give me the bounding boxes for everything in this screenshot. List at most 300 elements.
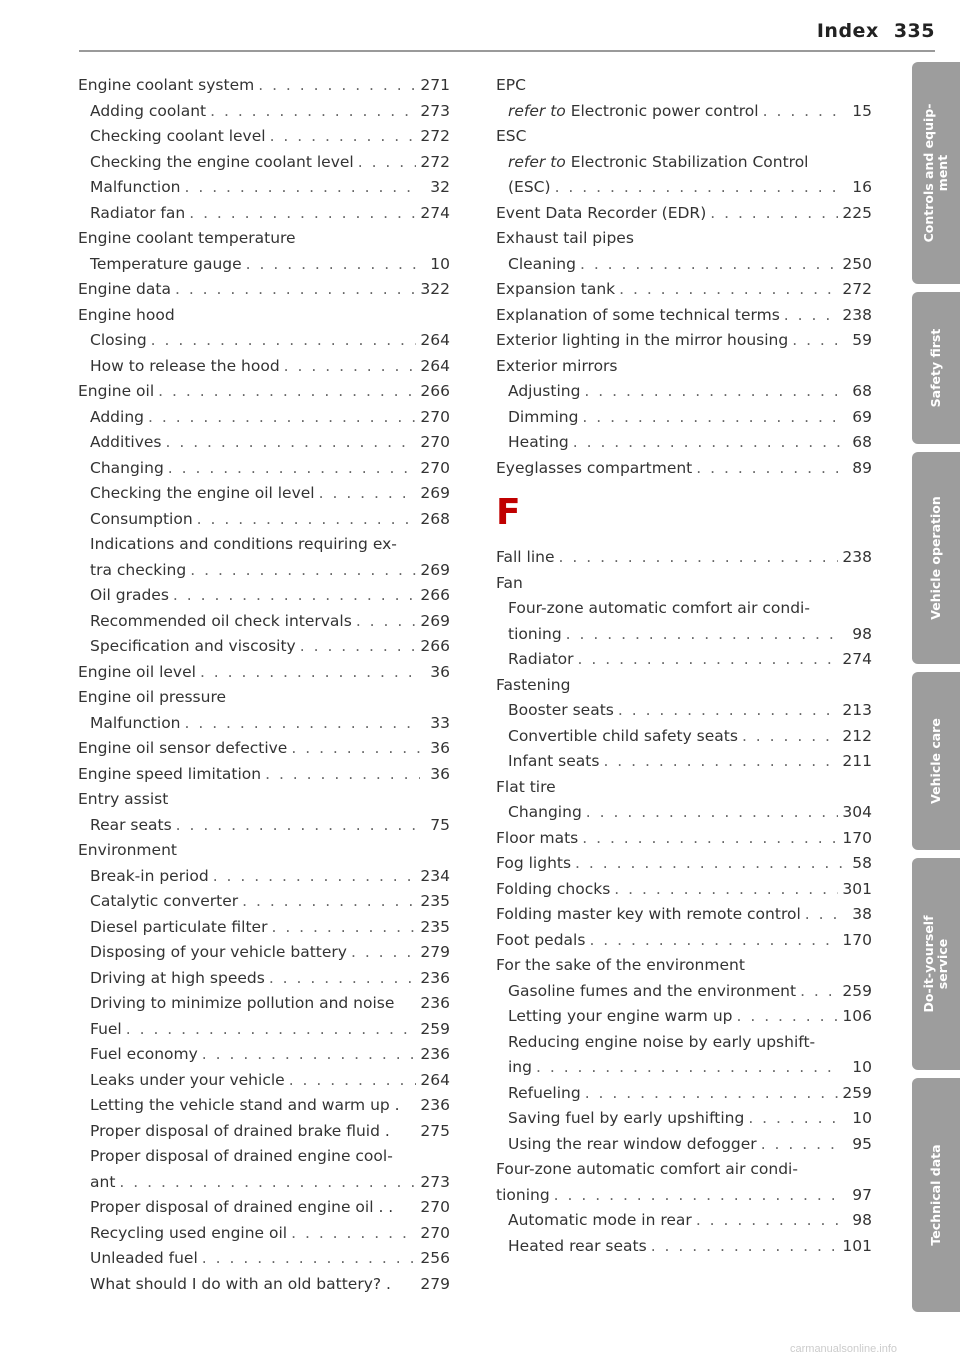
dot-leader [603, 749, 838, 775]
index-entry-text: Dimming [508, 407, 579, 426]
page-reference[interactable]: 59 [852, 331, 872, 349]
index-entry-text: Exterior lighting in the mirror housing [496, 331, 789, 349]
dot-leader [573, 430, 842, 456]
index-entry [78, 1119, 450, 1145]
page-reference[interactable]: 266 [420, 637, 450, 655]
index-entry [78, 1068, 450, 1094]
dot-leader [319, 481, 417, 507]
index-entry [78, 991, 450, 1017]
index-entry [78, 456, 450, 482]
page-reference[interactable]: 68 [852, 433, 872, 451]
index-entry [496, 596, 872, 622]
chapter-tab-label: Vehicle operation [928, 496, 943, 620]
page-reference[interactable]: 10 [852, 1109, 872, 1127]
index-entry-text: ESC [496, 127, 527, 145]
index-entry [496, 1055, 872, 1081]
index-entry-text: How to release the hood [90, 356, 280, 375]
index-entry-text: Changing [90, 458, 164, 477]
page-reference[interactable]: 274 [420, 203, 450, 222]
dot-leader [126, 1017, 417, 1043]
index-entry [496, 175, 872, 201]
page-reference[interactable]: 95 [852, 1134, 872, 1153]
index-entry [78, 864, 450, 890]
chapter-tab[interactable] [912, 292, 960, 444]
index-entry-text: Disposing of your vehicle battery [90, 943, 347, 961]
page-reference[interactable]: 279 [420, 1274, 450, 1293]
page-reference[interactable]: 68 [852, 382, 872, 400]
index-entry-text: Consumption [90, 509, 193, 528]
page-reference[interactable]: 266 [420, 382, 450, 400]
index-entry [78, 277, 450, 303]
index-entry-text: Fuel economy [90, 1045, 198, 1063]
dot-leader [271, 915, 416, 941]
index-entry-text: Foot pedals [496, 930, 586, 949]
page-reference[interactable]: 75 [430, 815, 450, 834]
dot-leader [175, 277, 416, 303]
page-reference[interactable]: 36 [430, 764, 450, 783]
page-reference[interactable]: 273 [420, 1172, 450, 1191]
index-entry [78, 73, 450, 99]
index-entry-text: Fog lights [496, 854, 572, 872]
index-entry-text: Specification and viscosity [90, 637, 296, 655]
index-entry-text: ant [90, 1172, 116, 1191]
dot-leader [210, 99, 416, 125]
index-entry [78, 940, 450, 966]
index-entry [78, 354, 450, 380]
index-entry-text: For the sake of the environment [496, 956, 745, 974]
index-entry [496, 252, 872, 278]
index-entry-text: Malfunction [90, 178, 181, 196]
index-entry-text: Oil grades [90, 586, 169, 604]
section-title: Index [816, 20, 879, 42]
index-entry-text: Catalytic converter [90, 892, 239, 910]
page-reference[interactable]: 10 [852, 1058, 872, 1076]
dot-leader [555, 175, 842, 201]
page-reference[interactable]: 97 [852, 1185, 872, 1204]
index-entry [496, 430, 872, 456]
index-entry [78, 481, 450, 507]
page-reference[interactable]: 279 [420, 943, 450, 961]
index-entry-text: Four-zone automatic comfort air condi- [496, 1160, 798, 1178]
index-entry-text: Rear seats [90, 815, 172, 834]
index-entry-text: (ESC) [508, 178, 551, 196]
dot-leader [168, 456, 417, 482]
page-reference[interactable]: 89 [852, 458, 872, 477]
index-entry-text: Engine coolant system [78, 76, 255, 94]
index-entry-text: Environment [78, 841, 177, 859]
page-reference[interactable]: 58 [852, 854, 872, 872]
chapter-tab[interactable] [912, 62, 960, 284]
index-entry [78, 379, 450, 405]
index-entry [78, 1170, 450, 1196]
page-reference[interactable]: 250 [842, 254, 872, 273]
page-reference[interactable]: 269 [420, 611, 450, 630]
index-entry [78, 915, 450, 941]
page-reference[interactable]: 238 [842, 305, 872, 324]
index-entry [496, 647, 872, 673]
page-reference[interactable]: 236 [420, 968, 450, 987]
page-reference[interactable]: 234 [420, 866, 450, 885]
chapter-tab[interactable] [912, 858, 960, 1070]
chapter-tab[interactable] [912, 1078, 960, 1312]
page-reference[interactable]: 259 [842, 981, 872, 1000]
page-reference[interactable]: 236 [420, 1096, 450, 1114]
index-column-left [78, 73, 450, 1297]
index-entry-text: Exterior mirrors [496, 356, 618, 375]
index-entry-text: Driving to minimize pollution and noise [90, 994, 395, 1012]
index-entry [496, 851, 872, 877]
dot-leader [269, 966, 417, 992]
page-reference[interactable]: 236 [420, 1045, 450, 1063]
page-reference[interactable]: 225 [842, 203, 872, 222]
index-entry [496, 1004, 872, 1030]
index-entry [78, 609, 450, 635]
dot-leader [173, 583, 417, 609]
index-entry-text: Eyeglasses compartment [496, 458, 693, 477]
index-entry [496, 1132, 872, 1158]
chapter-tab-label: Safety first [928, 328, 943, 408]
cross-reference-label: refer to [508, 101, 566, 120]
dot-leader [559, 545, 839, 571]
page-reference[interactable]: 36 [430, 662, 450, 681]
index-entry [78, 201, 450, 227]
page-reference[interactable]: 106 [842, 1007, 872, 1025]
index-entry [78, 150, 450, 176]
page-reference[interactable]: 266 [420, 586, 450, 604]
index-entry [496, 201, 872, 227]
page-reference[interactable]: 36 [430, 739, 450, 757]
index-entry [78, 226, 450, 252]
page-reference[interactable]: 98 [852, 1211, 872, 1229]
page-reference[interactable]: 264 [420, 356, 450, 375]
dot-leader [582, 405, 842, 431]
index-entry [496, 775, 872, 801]
index-entry [78, 99, 450, 125]
index-entry-text: Explanation of some technical terms [496, 305, 780, 324]
page-reference[interactable]: 322 [420, 280, 450, 298]
chapter-tab[interactable] [912, 672, 960, 850]
index-entry-text: Checking the engine oil level [90, 484, 315, 502]
page-reference[interactable]: 272 [842, 280, 872, 298]
index-entry-text: Heating [508, 433, 569, 451]
dot-leader [584, 379, 842, 405]
index-entry [496, 902, 872, 928]
index-entry [496, 1030, 872, 1056]
dot-leader [202, 1042, 417, 1068]
index-group-f [496, 545, 872, 1259]
dot-leader [614, 877, 838, 903]
index-entry [78, 634, 450, 660]
index-entry-text: Proper disposal of drained brake fluid . [90, 1121, 390, 1140]
index-entry [496, 1208, 872, 1234]
index-entry [496, 277, 872, 303]
dot-leader [189, 201, 416, 227]
chapter-tab[interactable] [912, 452, 960, 664]
index-entry [78, 1042, 450, 1068]
index-entry-text: Adding coolant [90, 101, 207, 120]
index-entry-text: Proper disposal of drained engine cool- [90, 1147, 393, 1165]
index-entry-text: Fan [496, 573, 523, 592]
page-reference[interactable]: 270 [420, 407, 450, 426]
index-entry [496, 1234, 872, 1260]
index-entry-text: Malfunction [90, 713, 181, 732]
page-reference[interactable]: 170 [842, 828, 872, 847]
page-reference[interactable]: 272 [420, 127, 450, 145]
index-entry-text: Engine data [78, 280, 171, 298]
dot-leader [805, 902, 842, 928]
page-reference[interactable]: 238 [842, 548, 872, 566]
page-reference[interactable]: 236 [420, 994, 450, 1012]
index-entry [78, 966, 450, 992]
page-reference[interactable]: 275 [420, 1121, 450, 1140]
index-entry-text: Engine oil pressure [78, 688, 227, 706]
index-entry-text: tioning [496, 1185, 550, 1204]
index-entry [78, 430, 450, 456]
index-entry [78, 124, 450, 150]
index-entry-text: Exhaust tail pipes [496, 229, 634, 247]
index-entry-text: Changing [508, 803, 582, 821]
dot-leader [246, 252, 420, 278]
index-entry [496, 571, 872, 597]
index-entry-text: Adding [90, 407, 144, 426]
chapter-tab-label: Controls and equip- ment [921, 103, 950, 243]
dot-leader [582, 826, 838, 852]
dot-leader [710, 201, 838, 227]
index-entry [78, 1017, 450, 1043]
index-entry-text: Engine oil sensor defective [78, 739, 288, 757]
index-entry-text: Engine hood [78, 305, 175, 324]
dot-leader [566, 622, 842, 648]
index-entry-text: Recommended oil check intervals [90, 611, 352, 630]
page-reference[interactable]: 101 [842, 1236, 872, 1255]
header-rule [79, 50, 935, 52]
cross-reference-label: refer to [508, 152, 566, 171]
index-entry-text: tra checking [90, 560, 187, 579]
dot-leader [258, 73, 416, 99]
page-reference[interactable]: 32 [430, 178, 450, 196]
index-entry-text [508, 99, 759, 125]
index-entry [78, 762, 450, 788]
index-entry-text: Checking the engine coolant level [90, 152, 354, 171]
page-reference[interactable]: 301 [842, 879, 872, 898]
index-entry [496, 800, 872, 826]
dot-leader [148, 405, 416, 431]
dot-leader [618, 698, 839, 724]
page-reference[interactable]: 10 [430, 254, 450, 273]
dot-leader [589, 928, 838, 954]
page-reference[interactable]: 270 [420, 1223, 450, 1242]
index-entry-text: Entry assist [78, 790, 169, 808]
page-reference[interactable]: 259 [842, 1083, 872, 1102]
index-entry-text: Convertible child safety seats [508, 726, 738, 745]
index-entry [78, 813, 450, 839]
page-reference[interactable]: 304 [842, 803, 872, 821]
index-entry [496, 1183, 872, 1209]
watermark: carmanualsonline.info [790, 1343, 898, 1355]
page-reference[interactable]: 170 [842, 930, 872, 949]
index-entry-text: Closing [90, 331, 147, 349]
page-reference[interactable]: 235 [420, 917, 450, 936]
dot-leader [585, 1081, 839, 1107]
dot-leader [800, 979, 838, 1005]
page-reference[interactable]: 259 [420, 1019, 450, 1038]
page-reference[interactable]: 270 [420, 458, 450, 477]
index-entry [78, 1195, 450, 1221]
chapter-tab-label: Vehicle care [928, 718, 943, 804]
dot-leader [185, 711, 421, 737]
dot-leader [586, 800, 839, 826]
dot-leader [696, 1208, 842, 1234]
index-entry-text: EPC [496, 76, 526, 94]
index-entry [496, 456, 872, 482]
index-entry [78, 736, 450, 762]
page-reference[interactable]: 213 [842, 701, 872, 719]
index-entry-text: Adjusting [508, 382, 581, 400]
index-entry [78, 1144, 450, 1170]
index-entry [78, 711, 450, 737]
index-entry-text: Checking coolant level [90, 127, 266, 145]
index-entry-text: Unleaded fuel [90, 1249, 198, 1267]
dot-leader [575, 851, 842, 877]
index-entry [78, 252, 450, 278]
index-entry-text: Break-in period [90, 866, 209, 885]
index-entry-text: Saving fuel by early upshifting [508, 1109, 745, 1127]
page-reference[interactable]: 269 [420, 560, 450, 579]
page-reference[interactable]: 16 [852, 178, 872, 196]
dot-leader [651, 1234, 839, 1260]
dot-leader [202, 1246, 417, 1272]
index-entry [496, 150, 872, 176]
page-reference[interactable]: 69 [852, 407, 872, 426]
index-entry [496, 1106, 872, 1132]
page-reference[interactable]: 212 [842, 726, 872, 745]
dot-leader [358, 150, 417, 176]
index-entry-text: Engine speed limitation [78, 764, 262, 783]
index-entry-text: Cleaning [508, 254, 576, 273]
page-reference[interactable]: 272 [420, 152, 450, 171]
index-entry [496, 99, 872, 125]
index-entry-text: Using the rear window defogger [508, 1134, 757, 1153]
index-entry-text: Event Data Recorder (EDR) [496, 203, 707, 222]
index-entry [496, 698, 872, 724]
page-reference[interactable]: 211 [842, 752, 872, 770]
dot-leader [289, 1068, 417, 1094]
index-group-e [496, 73, 872, 481]
index-entry-text: Radiator [508, 650, 574, 668]
index-entry-text: Indications and conditions requiring ex- [90, 535, 397, 553]
index-entry [78, 405, 450, 431]
dot-leader [763, 99, 842, 125]
page-reference[interactable]: 264 [420, 1070, 450, 1089]
index-entry [78, 1221, 450, 1247]
page-reference[interactable]: 270 [420, 433, 450, 451]
dot-leader [696, 456, 842, 482]
index-entry [496, 622, 872, 648]
dot-leader [291, 736, 420, 762]
page-reference[interactable]: 274 [842, 650, 872, 668]
index-entry [496, 724, 872, 750]
index-entry-text: Refueling [508, 1083, 581, 1102]
index-entry [496, 1081, 872, 1107]
index-entry [496, 826, 872, 852]
index-entry [496, 749, 872, 775]
page-reference[interactable]: 271 [420, 76, 450, 94]
index-entry [78, 558, 450, 584]
dot-leader [197, 507, 417, 533]
dot-leader [270, 124, 417, 150]
cross-reference-target: Electronic Stabilization Control [570, 152, 809, 171]
dot-leader [242, 889, 416, 915]
page-reference[interactable]: 270 [420, 1198, 450, 1216]
index-entry-text: Flat tire [496, 777, 556, 796]
index-entry [496, 73, 872, 99]
index-entry-text: Heated rear seats [508, 1236, 647, 1255]
page-reference[interactable]: 38 [852, 905, 872, 923]
index-entry [78, 660, 450, 686]
dot-leader [748, 1106, 842, 1132]
chapter-tab-label: Technical data [928, 1144, 943, 1246]
index-entry-text: What should I do with an old battery? . [90, 1274, 391, 1293]
index-entry-text: Letting the vehicle stand and warm up . [90, 1096, 400, 1114]
dot-leader [200, 660, 420, 686]
page-reference[interactable]: 273 [420, 101, 450, 120]
dot-leader [536, 1055, 842, 1081]
index-entry [496, 928, 872, 954]
index-entry [78, 1272, 450, 1298]
index-entry [496, 303, 872, 329]
index-entry [496, 673, 872, 699]
dot-leader [119, 1170, 416, 1196]
index-entry-text: Engine oil [78, 382, 155, 400]
index-entry [78, 303, 450, 329]
dot-leader [213, 864, 417, 890]
dot-leader [554, 1183, 842, 1209]
dot-leader [356, 609, 417, 635]
index-entry-text: Temperature gauge [90, 254, 242, 273]
dot-leader [792, 328, 842, 354]
index-entry [496, 328, 872, 354]
page-reference[interactable]: 264 [420, 331, 450, 349]
index-entry-text: Driving at high speeds [90, 968, 265, 987]
page-reference[interactable]: 268 [420, 509, 450, 528]
dot-leader [580, 252, 838, 278]
page-reference[interactable]: 269 [420, 484, 450, 502]
index-entry [78, 532, 450, 558]
dot-leader [151, 328, 417, 354]
index-entry-text: Fuel [90, 1019, 122, 1038]
dot-leader [784, 303, 839, 329]
index-entry-text: Leaks under your vehicle [90, 1070, 285, 1089]
page-reference[interactable]: 256 [420, 1249, 450, 1267]
page-reference[interactable]: 33 [430, 713, 450, 732]
index-entry [496, 226, 872, 252]
index-entry-text: Infant seats [508, 752, 600, 770]
index-entry [78, 1246, 450, 1272]
index-entry-text: Diesel particulate filter [90, 917, 268, 936]
page-reference[interactable]: 235 [420, 892, 450, 910]
index-entry-text: Four-zone automatic comfort air condi- [508, 599, 810, 617]
index-entry [496, 405, 872, 431]
index-entry-text [508, 150, 809, 176]
index-entry [496, 545, 872, 571]
index-entry [78, 583, 450, 609]
index-entry [496, 354, 872, 380]
dot-leader [190, 558, 416, 584]
page-reference[interactable]: 15 [852, 101, 872, 120]
index-entry-text: Folding chocks [496, 879, 611, 898]
page-reference[interactable]: 98 [852, 624, 872, 643]
dot-leader [761, 1132, 842, 1158]
